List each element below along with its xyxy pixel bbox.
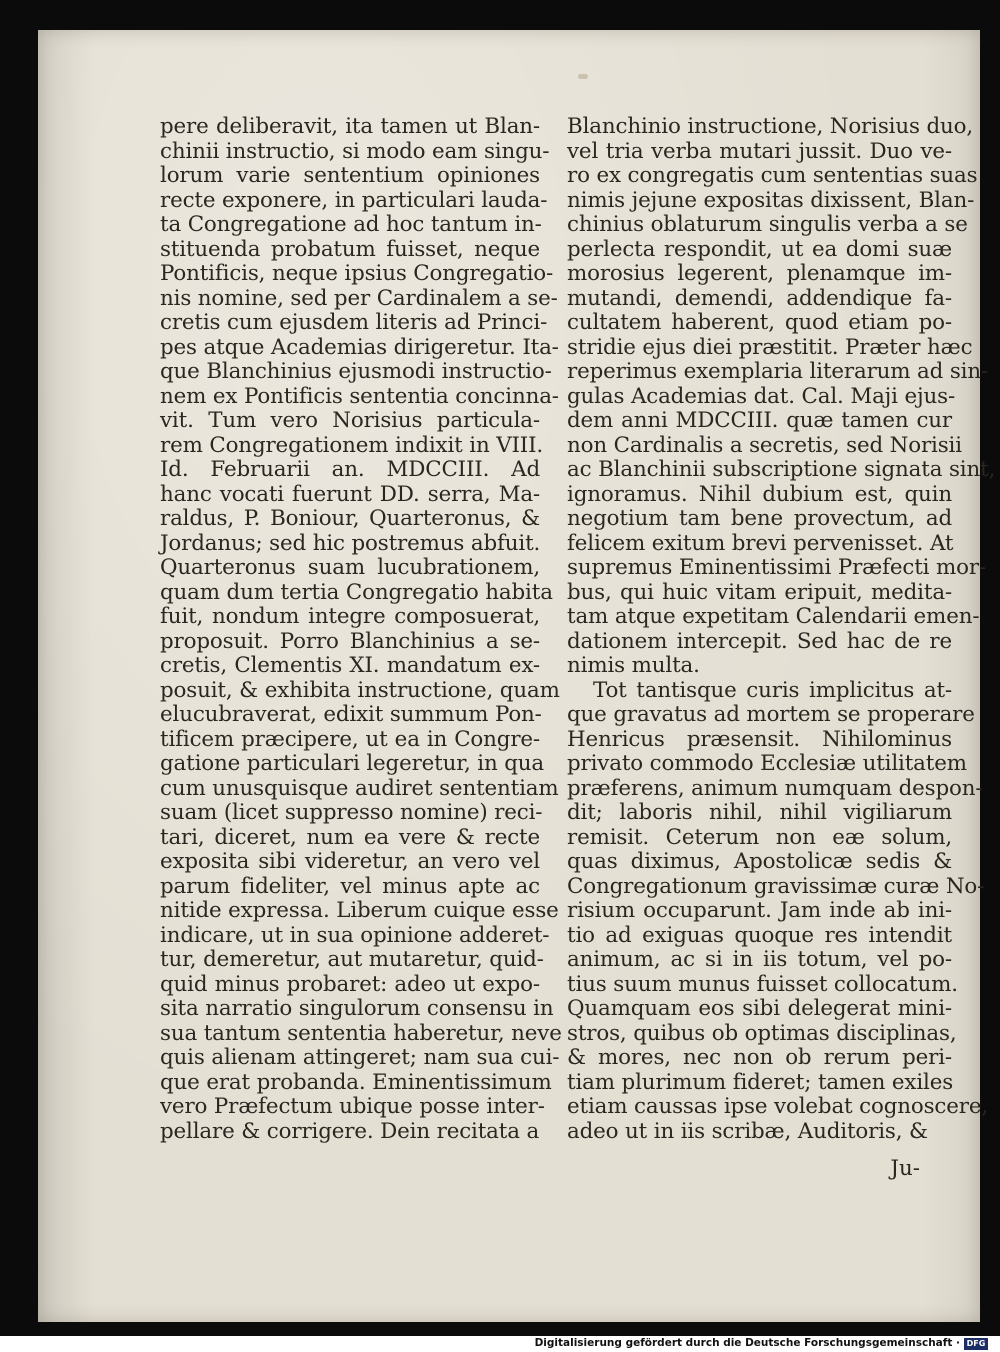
- text-line: Quamquam eos sibi delegerat mini-: [567, 996, 952, 1021]
- text-line: raldus, P. Boniour, Quarteronus, &: [160, 506, 540, 531]
- left-text-column: [160, 114, 562, 1144]
- text-line: quis alienam attingeret; nam sua cui-: [160, 1045, 560, 1070]
- text-line: indicare, ut in sua opinione adderet-: [160, 922, 550, 948]
- text-line: nis nomine, sed per Cardinalem a se-: [160, 285, 558, 311]
- text-line: risium occuparunt. Jam inde ab ini-: [567, 898, 952, 923]
- text-line: fuit, nondum integre composuerat,: [160, 604, 540, 629]
- text-line: nem ex Pontificis sententia concinna-: [160, 383, 559, 409]
- dfg-logo-icon: DFG: [964, 1338, 988, 1350]
- text-line: exposita sibi videretur, an vero vel: [160, 849, 540, 874]
- text-line: tam atque expetitam Calendarii emen-: [567, 604, 980, 629]
- text-line: quam dum tertia Congregatio habita: [160, 579, 553, 605]
- text-line: perlecta respondit, ut ea domi suæ: [567, 236, 952, 262]
- text-line: quas diximus, Apostolicæ sedis &: [567, 849, 952, 874]
- text-line: nimis multa.: [567, 653, 700, 678]
- text-line: adeo ut in iis scribæ, Auditoris, &: [567, 1118, 928, 1144]
- text-line: chinii instructio, si modo eam singu-: [160, 138, 550, 164]
- text-line: Tot tantisque curis implicitus at-: [593, 677, 952, 703]
- text-line: parum fideliter, vel minus apte ac: [160, 873, 540, 899]
- text-line: dit; laboris nihil, nihil vigiliarum: [567, 800, 952, 825]
- text-line: elucubraverat, edixit summum Pon-: [160, 702, 542, 727]
- text-line: felicem exitum brevi pervenisset. At: [567, 530, 954, 556]
- text-line: tur, demeretur, aut mutaretur, quid-: [160, 947, 544, 972]
- text-line: que erat probanda. Eminentissimum: [160, 1069, 552, 1095]
- text-line: ac Blanchinii subscriptione signata sint,: [567, 457, 996, 482]
- text-line: stituenda probatum fuisset, neque: [160, 236, 540, 262]
- text-line: cretis, Clementis XI. mandatum ex-: [160, 653, 540, 678]
- text-line: quid minus probaret: adeo ut expo-: [160, 971, 540, 997]
- text-line: vel tria verba mutari jussit. Duo ve-: [567, 138, 952, 164]
- text-line: sita narratio singulorum consensu in: [160, 996, 554, 1021]
- text-line: tari, diceret, num ea vere & recte: [160, 824, 540, 850]
- right-text-column: [567, 114, 996, 1144]
- text-line: que gravatus ad mortem se properare: [567, 702, 975, 727]
- text-line: ro ex congregatis cum sententias suas: [567, 163, 978, 188]
- text-line: etiam caussas ipse volebat cognoscere,: [567, 1094, 989, 1119]
- text-line: nimis jejune expositas dixissent, Blan-: [567, 187, 975, 213]
- text-line: tiam plurimum fideret; tamen exiles: [567, 1069, 954, 1095]
- text-line: lorum varie sententium opiniones: [160, 163, 540, 188]
- text-line: chinius oblaturum singulis verba a se: [567, 212, 968, 237]
- text-line: tius suum munus fuisset collocatum.: [567, 971, 958, 997]
- text-line: suam (licet suppresso nomine) reci-: [160, 800, 543, 825]
- text-line: supremus Eminentissimi Præfecti mor-: [567, 555, 987, 580]
- text-line: pes atque Academias dirigeretur. Ita-: [160, 334, 559, 360]
- page-blemish: [578, 74, 588, 79]
- text-line: hanc vocati fuerunt DD. serra, Ma-: [160, 481, 540, 507]
- text-line: recte exponere, in particulari lauda-: [160, 187, 548, 213]
- text-line: Blanchinio instructione, Norisius duo,: [567, 114, 973, 139]
- text-line: tificem præcipere, ut ea in Congre-: [160, 726, 540, 752]
- text-line: posuit, & exhibita instructione, quam: [160, 677, 560, 703]
- text-line: mutandi, demendi, addendique fa-: [567, 285, 952, 311]
- text-line: præferens, animum numquam despon-: [567, 775, 983, 801]
- text-line: privato commodo Ecclesiæ utilitatem: [567, 751, 967, 776]
- text-line: stros, quibus ob optimas disciplinas,: [567, 1020, 957, 1046]
- text-line: cretis cum ejusdem literis ad Princi-: [160, 310, 548, 335]
- text-line: vero Præfectum ubique posse inter-: [160, 1094, 545, 1119]
- text-line: nitide expressa. Liberum cuique esse: [160, 898, 559, 923]
- text-line: bus, qui huic vitam eripuit, medita-: [567, 579, 952, 605]
- text-line: gulas Academias dat. Cal. Maji ejus-: [567, 383, 956, 409]
- text-line: Jordanus; sed hic postremus abfuit.: [160, 530, 541, 556]
- text-line: ta Congregatione ad hoc tantum in-: [160, 212, 542, 237]
- text-line: animum, ac si in iis totum, vel po-: [567, 947, 952, 972]
- text-line: remisit. Ceterum non eæ solum,: [567, 824, 952, 850]
- text-line: dem anni MDCCIII. quæ tamen cur: [567, 408, 952, 433]
- text-line: tio ad exiguas quoque res intendit: [567, 922, 952, 948]
- text-line: pellare & corrigere. Dein recitata a: [160, 1118, 540, 1144]
- text-line: proposuit. Porro Blanchinius a se-: [160, 628, 540, 654]
- text-line: ignoramus. Nihil dubium est, quin: [567, 481, 952, 507]
- text-line: negotium tam bene provectum, ad: [567, 506, 952, 531]
- text-line: reperimus exemplaria literarum ad sin-: [567, 359, 989, 384]
- text-line: non Cardinalis a secretis, sed Norisii: [567, 432, 962, 458]
- text-line: morosius legerent, plenamque im-: [567, 261, 952, 286]
- text-line: Henricus præsensit. Nihilominus: [567, 726, 952, 752]
- text-line: dationem intercepit. Sed hac de re: [567, 628, 952, 654]
- catchword: Ju-: [890, 1156, 920, 1181]
- footer-credit: Digitalisierung gefördert durch die Deutsche Forschungsgemeinschaft ·: [534, 1337, 960, 1349]
- text-line: Quarteronus suam lucubrationem,: [160, 555, 540, 580]
- text-line: Congregationum gravissimæ curæ No-: [567, 873, 985, 899]
- text-line: Pontificis, neque ipsius Congregatio-: [160, 261, 554, 286]
- text-line: Id. Februarii an. MDCCIII. Ad: [160, 457, 540, 482]
- text-line: gatione particulari legeretur, in qua: [160, 751, 544, 776]
- footer-bar: [0, 1336, 1000, 1352]
- text-line: cultatem haberent, quod etiam po-: [567, 310, 952, 335]
- text-line: que Blanchinius ejusmodi instructio-: [160, 359, 552, 384]
- text-line: sua tantum sententia haberetur, neve: [160, 1020, 562, 1046]
- text-line: & mores, nec non ob rerum peri-: [567, 1045, 952, 1070]
- text-line: pere deliberavit, ita tamen ut Blan-: [160, 114, 540, 139]
- text-line: stridie ejus diei præstitit. Præter hæc: [567, 334, 973, 360]
- text-line: vit. Tum vero Norisius particula-: [160, 408, 540, 433]
- text-line: rem Congregationem indixit in VIII.: [160, 432, 544, 458]
- text-line: cum unusquisque audiret sententiam: [160, 775, 559, 801]
